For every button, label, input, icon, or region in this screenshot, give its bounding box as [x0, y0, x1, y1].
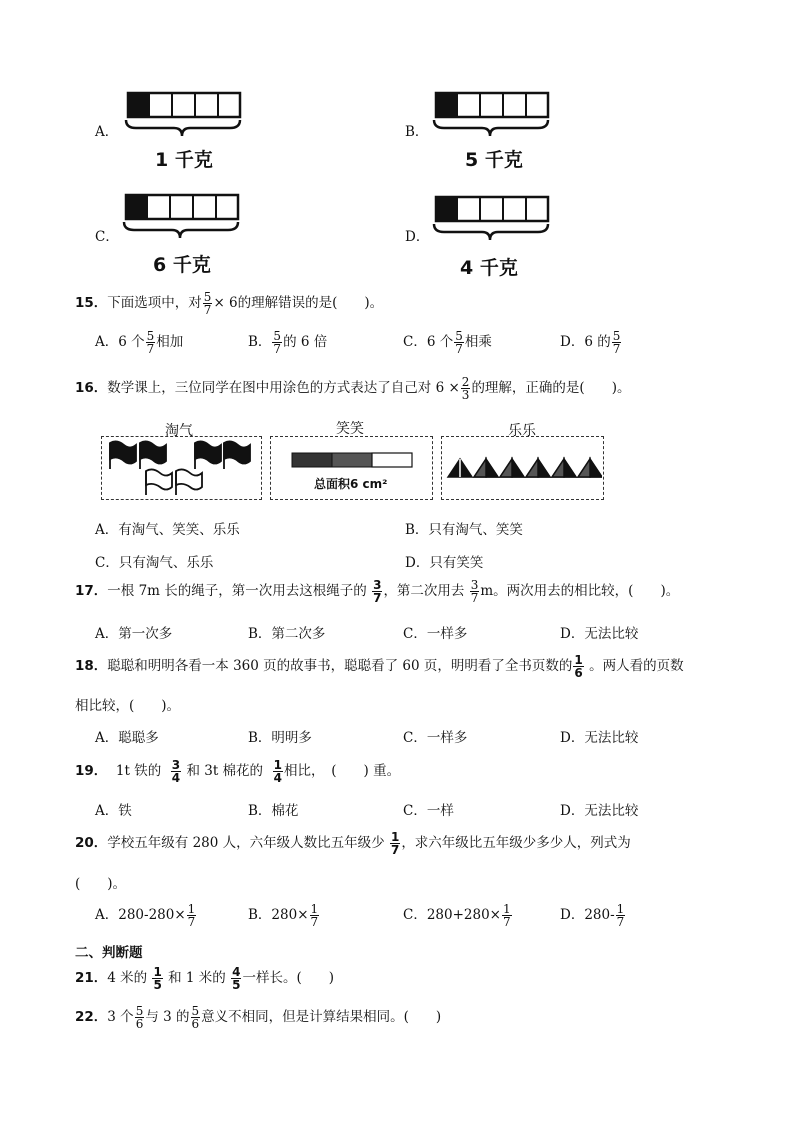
q19-option-b[interactable]: B．棉花	[248, 803, 299, 819]
question-21: 21．4 米的 $\frac{1}{5}$ 和 1 米的 $\frac{4}{5}$ 一样长。( )	[75, 965, 335, 992]
q16-option-d[interactable]: D．只有笑笑	[405, 555, 484, 571]
question-number: 21．	[75, 970, 108, 986]
bar-caption: 总面积6 cm²	[314, 477, 388, 491]
q20-option-d[interactable]: D．280- $\frac{1}{7}$	[560, 902, 625, 929]
question-number: 16．	[75, 380, 108, 396]
kilogram-box-diagram	[122, 88, 246, 142]
weight-label: 5 千克	[465, 149, 523, 171]
option-letter: B．	[405, 124, 429, 140]
panel-title-lele: 乐乐	[508, 423, 536, 439]
option-letter: D．	[405, 229, 430, 245]
q17-option-a[interactable]: A．第一次多	[95, 626, 173, 642]
weight-label: 4 千克	[460, 257, 518, 279]
q17-option-c[interactable]: C．一样多	[403, 626, 468, 642]
q20-option-a[interactable]: A．280-280× $\frac{1}{7}$	[95, 902, 196, 929]
question-number: 22．	[75, 1009, 108, 1025]
option-letter: A．	[95, 124, 119, 140]
shaded-bar	[291, 451, 415, 471]
flags-icon	[102, 437, 260, 497]
question-19: 19． 1t 铁的 $\frac{3}{4}$ 和 3t 棉花的 $\frac{1}{4}$ 相比， ( ) 重。	[75, 758, 401, 785]
q17-option-b[interactable]: B．第二次多	[248, 626, 326, 642]
section-heading: 二、判断题	[75, 945, 143, 961]
q20-option-b[interactable]: B．280× $\frac{1}{7}$	[248, 902, 319, 929]
q16-option-b[interactable]: B．只有淘气、笑笑	[405, 522, 523, 538]
q15-option-c[interactable]: C．6 个 $\frac{5}{7}$ 相乘	[403, 329, 492, 356]
panel-lele	[441, 436, 604, 500]
kilogram-box-diagram	[430, 88, 554, 142]
question-15: 15．下面选项中，对 $\frac{5}{7}$ × 6的理解错误的是( )。	[75, 290, 384, 317]
kilogram-box-diagram	[120, 190, 244, 244]
question-number: 17．	[75, 583, 108, 599]
q17-option-d[interactable]: D．无法比较	[560, 626, 639, 642]
panel-xiaoxiao	[270, 436, 433, 500]
q19-option-d[interactable]: D．无法比较	[560, 803, 639, 819]
panel-title-taoqi: 淘气	[165, 423, 193, 439]
question-number: 15．	[75, 295, 108, 311]
question-17: 17．一根 7m 长的绳子，第一次用去这根绳子的 $\frac{3}{7}$ ，第二次用去 $\frac{3}{7}$ m。两次用去的相比较，( )。	[75, 578, 680, 605]
question-18-line2: 相比较，( )。	[75, 698, 181, 714]
q20-option-c[interactable]: C．280+280× $\frac{1}{7}$	[403, 902, 511, 929]
question-22: 22．3 个 $\frac{5}{6}$ 与 3 的 $\frac{5}{6}$ 意义不相同，但是计算结果相同。( )	[75, 1004, 442, 1031]
q18-option-b[interactable]: B．明明多	[248, 730, 312, 746]
question-text: × 6的理解错误的是( )。	[213, 295, 384, 311]
q18-option-d[interactable]: D．无法比较	[560, 730, 639, 746]
question-number: 19．	[75, 763, 108, 779]
question-16: 16．数学课上，三位同学在图中用涂色的方式表达了自己对 6 × $\frac{2}{3}$ 的理解，正确的是( )。	[75, 375, 631, 402]
question-number: 18．	[75, 658, 108, 674]
question-text: 下面选项中，对	[107, 295, 202, 311]
panel-taoqi	[101, 436, 262, 500]
q15-option-a[interactable]: A．6 个 $\frac{5}{7}$ 相加	[95, 329, 184, 356]
weight-label: 1 千克	[155, 149, 213, 171]
question-number: 20．	[75, 835, 108, 851]
q15-option-d[interactable]: D．6 的 $\frac{5}{7}$	[560, 329, 621, 356]
q15-option-b[interactable]: B． $\frac{5}{7}$ 的 6 倍	[248, 329, 328, 356]
panel-title-xiaoxiao: 笑笑	[336, 421, 364, 437]
q18-option-a[interactable]: A．聪聪多	[95, 730, 159, 746]
q19-option-a[interactable]: A．铁	[95, 803, 132, 819]
kilogram-box-diagram	[430, 192, 554, 246]
question-text: 数学课上，三位同学在图中用涂色的方式表达了自己对	[107, 380, 432, 396]
question-text: 的理解，正确的是( )。	[471, 380, 631, 396]
question-20: 20．学校五年级有 280 人，六年级人数比五年级少 $\frac{1}{7}$ ，求六年级比五年级少多少人，列式为	[75, 830, 631, 857]
q19-option-c[interactable]: C．一样	[403, 803, 454, 819]
weight-label: 6 千克	[153, 254, 211, 276]
question-18: 18．聪聪和明明各看一本 360 页的故事书，聪聪看了 60 页，明明看了全书页数的 $\frac{1}{6}$ 。两人看的页数	[75, 653, 684, 680]
q16-option-a[interactable]: A．有淘气、笑笑、乐乐	[95, 522, 240, 538]
q18-option-c[interactable]: C．一样多	[403, 730, 468, 746]
option-letter: C．	[95, 229, 119, 245]
q16-option-c[interactable]: C．只有淘气、乐乐	[95, 555, 214, 571]
question-20-line2: ( )。	[75, 876, 127, 892]
triangles-icon	[446, 455, 602, 481]
